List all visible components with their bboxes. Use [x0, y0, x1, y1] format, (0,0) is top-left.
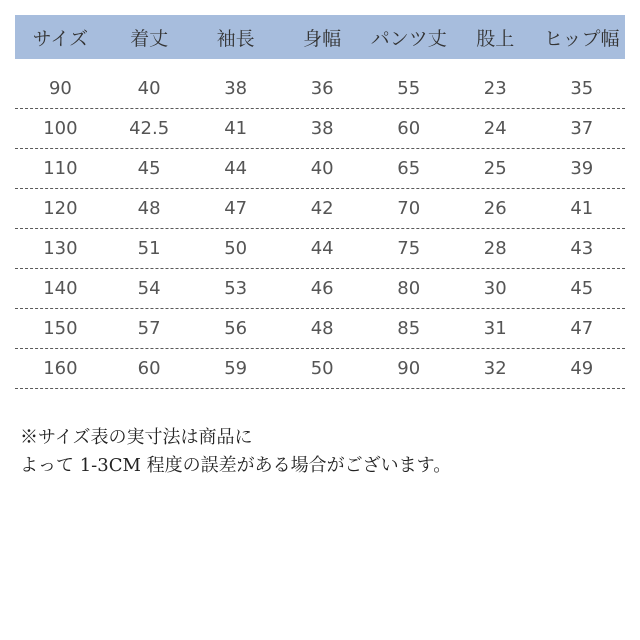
header-pants-length: パンツ丈	[370, 27, 447, 50]
header-hip: ヒップ幅	[544, 27, 620, 50]
size-note	[20, 424, 451, 480]
table-header	[15, 15, 625, 59]
cell-rise: 30	[483, 278, 507, 299]
cell-length: 45	[137, 158, 161, 179]
cell-sleeve: 47	[224, 198, 248, 219]
cell-length: 60	[137, 358, 161, 379]
cell-size: 140	[43, 278, 78, 299]
table-row	[15, 309, 625, 349]
cell-length: 42.5	[129, 118, 170, 139]
cell-chest: 48	[310, 318, 334, 339]
cell-hip: 43	[570, 238, 594, 259]
cell-length: 48	[137, 198, 161, 219]
cell-chest: 44	[310, 238, 334, 259]
cell-sleeve: 38	[224, 78, 248, 99]
header-chest: 身幅	[303, 27, 342, 50]
header-sleeve: 袖長	[216, 27, 255, 50]
cell-sleeve: 56	[224, 318, 248, 339]
cell-rise: 32	[483, 358, 507, 379]
cell-chest: 50	[310, 358, 334, 379]
cell-sleeve: 50	[224, 238, 248, 259]
cell-sleeve: 53	[224, 278, 248, 299]
cell-chest: 46	[310, 278, 334, 299]
note-line-1: ※サイズ表の実寸法は商品に	[20, 427, 253, 448]
cell-size: 100	[43, 118, 78, 139]
table-row	[15, 229, 625, 269]
table-row	[15, 109, 625, 149]
cell-size: 150	[43, 318, 78, 339]
cell-pants-length: 75	[397, 238, 421, 259]
cell-rise: 25	[483, 158, 507, 179]
cell-length: 51	[137, 238, 161, 259]
cell-rise: 28	[483, 238, 507, 259]
cell-pants-length: 90	[397, 358, 421, 379]
cell-size: 90	[48, 78, 72, 99]
cell-rise: 24	[483, 118, 507, 139]
cell-hip: 37	[570, 118, 594, 139]
table-row	[15, 189, 625, 229]
cell-pants-length: 85	[397, 318, 421, 339]
cell-rise: 23	[483, 78, 507, 99]
cell-chest: 36	[310, 78, 334, 99]
cell-chest: 40	[310, 158, 334, 179]
cell-pants-length: 60	[397, 118, 421, 139]
header-length: 着丈	[130, 27, 169, 50]
cell-length: 54	[137, 278, 161, 299]
cell-hip: 35	[570, 78, 594, 99]
cell-pants-length: 65	[397, 158, 421, 179]
table-row	[15, 269, 625, 309]
cell-hip: 39	[570, 158, 594, 179]
note-line-2: よって 1-3CM 程度の誤差がある場合がございます。	[20, 455, 452, 476]
cell-hip: 47	[570, 318, 594, 339]
cell-pants-length: 55	[397, 78, 421, 99]
cell-hip: 41	[570, 198, 594, 219]
header-rise: 股上	[476, 27, 515, 50]
cell-rise: 31	[483, 318, 507, 339]
cell-size: 130	[43, 238, 78, 259]
cell-sleeve: 41	[224, 118, 248, 139]
table-row	[15, 69, 625, 109]
cell-length: 57	[137, 318, 161, 339]
table-row	[15, 349, 625, 389]
size-table	[15, 15, 625, 389]
cell-rise: 26	[483, 198, 507, 219]
cell-size: 110	[43, 158, 78, 179]
cell-length: 40	[137, 78, 161, 99]
table-row	[15, 149, 625, 189]
cell-sleeve: 59	[224, 358, 248, 379]
cell-hip: 45	[570, 278, 594, 299]
cell-hip: 49	[570, 358, 594, 379]
cell-chest: 42	[310, 198, 334, 219]
cell-sleeve: 44	[224, 158, 248, 179]
cell-chest: 38	[310, 118, 334, 139]
table-body	[15, 69, 625, 389]
cell-pants-length: 70	[397, 198, 421, 219]
header-size: サイズ	[32, 27, 89, 50]
cell-size: 120	[43, 198, 78, 219]
cell-size: 160	[43, 358, 78, 379]
cell-pants-length: 80	[397, 278, 421, 299]
